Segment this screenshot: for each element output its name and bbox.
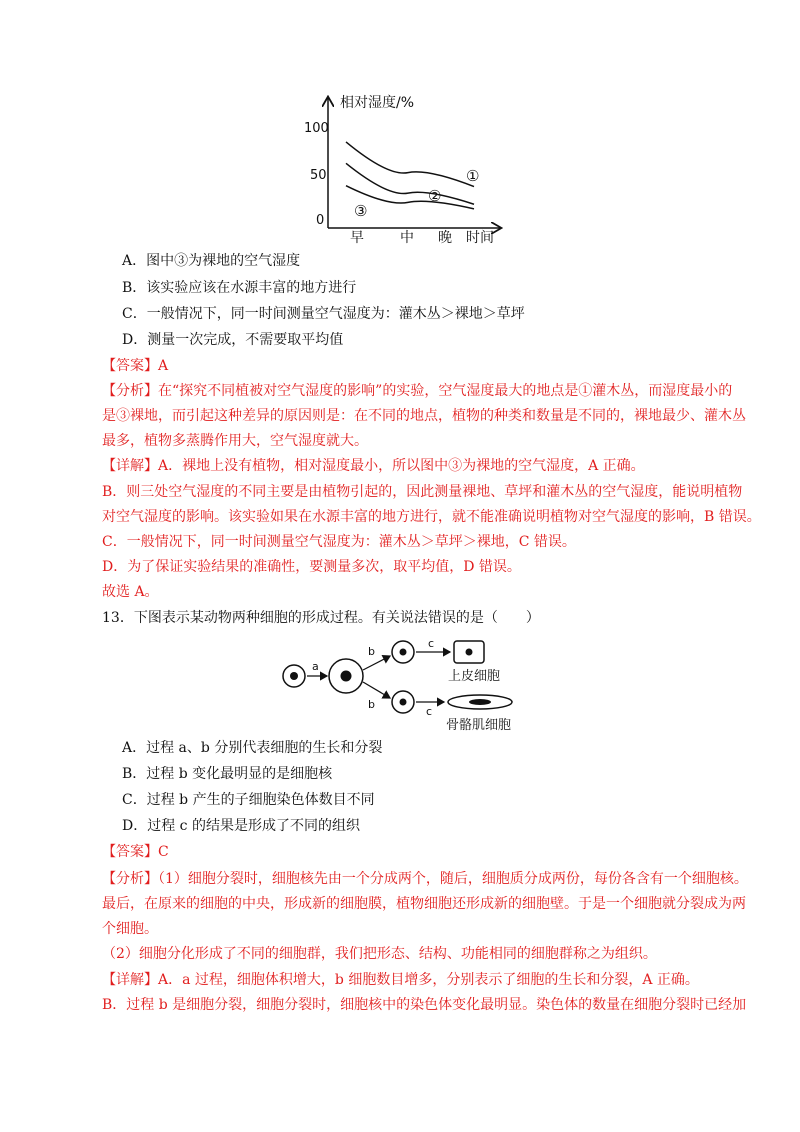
q13-detail-line1: 【详解】A．a 过程，细胞体积增大，b 细胞数目增多，分别表示了细胞的生长和分裂，A 正确。 (102, 972, 699, 988)
q12-analysis-line3: 最多，植物多蒸腾作用大，空气湿度就大。 (102, 433, 368, 449)
q12-analysis-line1: 【分析】在“探究不同植被对空气湿度的影响”的实验，空气湿度最大的地点是①灌木丛，而湿度最小的 (102, 383, 733, 399)
series-line-1 (346, 142, 474, 187)
q13-detail-line2: B．过程 b 是细胞分裂，细胞分裂时，细胞核中的染色体变化最明显。染色体的数量在细胞分裂时已经加 (102, 997, 747, 1013)
grown-cell (329, 659, 363, 693)
y-tick-0: 0 (316, 213, 325, 228)
label-c-bottom: c (426, 705, 433, 718)
label-epithelial-cell: 上皮细胞 (448, 669, 501, 684)
x-tick-noon: 中 (400, 230, 414, 246)
q13-option-a: A．过程 a、b 分别代表细胞的生长和分裂 (122, 740, 383, 756)
q12-option-b: B．该实验应该在水源丰富的地方进行 (122, 280, 357, 296)
q12-answer: 【答案】A (102, 358, 169, 374)
q13-option-b: B．过程 b 变化最明显的是细胞核 (122, 766, 333, 782)
humidity-chart (288, 88, 512, 248)
daughter-cell-top (392, 641, 414, 663)
q12-detail-line3: 对空气湿度的影响。该实验如果在水源丰富的地方进行，就不能准确说明植物对空气湿度的影响，B 错误。 (102, 509, 761, 525)
q12-option-d: D．测量一次完成，不需要取平均值 (122, 332, 344, 348)
series-line-2 (346, 163, 474, 204)
x-axis-label: 时间 (466, 230, 494, 246)
cell-formation-diagram (272, 628, 540, 736)
arrow-b-top (363, 656, 390, 670)
q12-option-c: C．一般情况下，同一时间测量空气湿度为：灌木丛＞裸地＞草坪 (122, 306, 525, 322)
y-axis-label: 相对湿度/% (340, 95, 415, 111)
q13-analysis-line2: 最后，在原来的细胞的中央，形成新的细胞膜，植物细胞还形成新的细胞壁。于是一个细胞就分裂成为两 (102, 896, 746, 912)
q12-analysis-line2: 是③裸地，而引起这种差异的原因则是：在不同的地点，植物的种类和数量是不同的，裸地最少、灌木丛 (102, 408, 746, 424)
series-layer (346, 142, 479, 220)
series-label-3: ③ (354, 202, 368, 220)
x-tick-morning: 早 (350, 230, 364, 246)
daughter-cell-bottom (392, 691, 414, 713)
q12-detail-line5: D．为了保证实验结果的准确性，要测量多次，取平均值，D 错误。 (102, 559, 521, 575)
x-tick-evening: 晚 (438, 230, 452, 246)
q12-conclusion: 故选 A。 (102, 584, 159, 600)
label-a: a (312, 660, 319, 673)
q13-analysis-line3: 个细胞。 (102, 921, 158, 937)
label-skeletal-muscle-cell: 骨骼肌细胞 (446, 718, 512, 733)
q12-detail-line1: 【详解】A．裸地上没有植物，相对湿度最小，所以图中③为裸地的空气湿度，A 正确。 (102, 458, 645, 474)
q13-analysis-line1: 【分析】（1）细胞分裂时，细胞核先由一个分成两个，随后，细胞质分成两份，每份各含有一个细胞核。 (102, 871, 748, 887)
label-c-top: c (428, 637, 435, 650)
y-tick-50: 50 (310, 168, 327, 183)
series-label-2: ② (428, 187, 442, 205)
skeletal-muscle-cell (448, 695, 512, 709)
q13-analysis-line4: （2）细胞分化形成了不同的细胞群，我们把形态、结构、功能相同的细胞群称之为组织。 (102, 946, 657, 962)
q13-option-c: C．过程 b 产生的子细胞染色体数目不同 (122, 792, 375, 808)
q13-answer: 【答案】C (102, 844, 169, 860)
q12-detail-line4: C．一般情况下，同一时间测量空气湿度为：灌木丛＞草坪＞裸地，C 错误。 (102, 534, 576, 550)
arrow-b-bottom (363, 682, 390, 698)
q12-option-a: A．图中③为裸地的空气湿度 (122, 253, 301, 269)
q13-option-d: D．过程 c 的结果是形成了不同的组织 (122, 818, 360, 834)
label-b-top: b (368, 645, 375, 658)
label-b-bottom: b (368, 698, 375, 711)
epithelial-cell (454, 641, 484, 663)
y-tick-100: 100 (304, 121, 329, 136)
original-cell (283, 665, 305, 687)
q13-stem: 13．下图表示某动物两种细胞的形成过程。有关说法错误的是（ ） (102, 610, 540, 626)
series-label-1: ① (466, 167, 480, 185)
q12-detail-line2: B．则三处空气湿度的不同主要是由植物引起的，因此测量裸地、草坪和灌木丛的空气湿度，能说明植物 (102, 484, 743, 500)
